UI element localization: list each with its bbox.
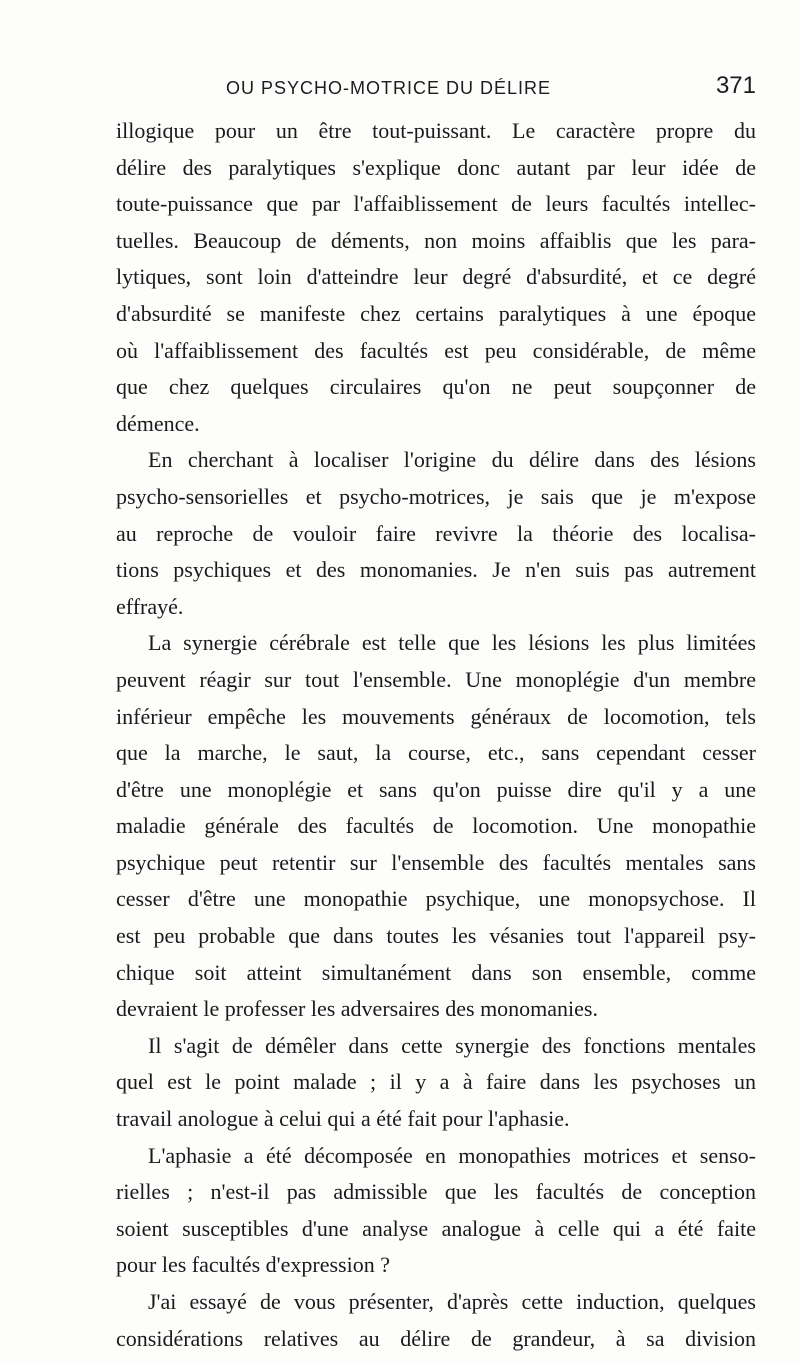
text-line: que chez quelques circulaires qu'on ne peut soupçonner de: [116, 374, 756, 400]
text-line: travail anologue à celui qui a été fait pour l'aphasie.: [116, 1106, 570, 1132]
text-line: cesser d'être une monopathie psychique, une monopsychose. Il: [116, 886, 756, 912]
text-line: devraient le professer les adversaires des monomanies.: [116, 996, 598, 1022]
text-line: psychique peut retentir sur l'ensemble des facultés mentales sans: [116, 849, 756, 875]
text-line: pour les facultés d'expression ?: [116, 1252, 390, 1278]
text-line: au reproche de vouloir faire revivre la théorie des localisa-: [116, 520, 756, 546]
text-line: délire des paralytiques s'explique donc autant par leur idée de: [116, 154, 756, 180]
text-line: considérations relatives au délire de grandeur, à sa division: [116, 1325, 756, 1351]
text-line: tuelles. Beaucoup de déments, non moins affaiblis que les para-: [116, 227, 756, 253]
text-line: où l'affaiblissement des facultés est peu considérable, de même: [116, 337, 756, 363]
text-line: peuvent réagir sur tout l'ensemble. Une monoplégie d'un membre: [116, 666, 756, 692]
running-title: OU PSYCHO-MOTRICE DU DÉLIRE: [226, 78, 552, 98]
running-head: [116, 70, 756, 100]
text-line: Il s'agit de démêler dans cette synergie des fonctions mentales: [148, 1032, 756, 1058]
text-line: démence.: [116, 410, 200, 436]
text-line: J'ai essayé de vous présenter, d'après cette induction, quelques: [148, 1289, 756, 1314]
text-line: lytiques, sont loin d'atteindre leur degré d'absurdité, et ce degré: [116, 264, 756, 290]
text-line: toute-puissance que par l'affaiblissement de leurs facultés intellec-: [116, 191, 756, 217]
page-number: 371: [715, 72, 756, 99]
text-line: rielles ; n'est-il pas admissible que les facultés de conception: [116, 1179, 756, 1205]
text-line: d'absurdité se manifeste chez certains paralytiques à une époque: [116, 300, 756, 326]
text-line: est peu probable que dans toutes les vésanies tout l'appareil psy-: [116, 923, 756, 949]
text-line: tions psychiques et des monomanies. Je n'en suis pas autrement: [116, 557, 756, 583]
text-line: La synergie cérébrale est telle que les lésions les plus limitées: [148, 630, 756, 656]
text-line: que la marche, le saut, la course, etc., sans cependant cesser: [116, 740, 756, 766]
text-line: chique soit atteint simultanément dans son ensemble, comme: [116, 959, 756, 985]
body-text: [116, 113, 756, 1357]
text-line: effrayé.: [116, 593, 184, 619]
text-line: soient susceptibles d'une analyse analogue à celle qui a été faite: [116, 1215, 756, 1241]
text-line: En cherchant à localiser l'origine du délire dans des lésions: [148, 447, 756, 473]
text-line: illogique pour un être tout-puissant. Le caractère propre du: [116, 118, 756, 143]
text-line: maladie générale des facultés de locomotion. Une monopathie: [116, 813, 756, 839]
text-line: psycho-sensorielles et psycho-motrices, je sais que je m'expose: [116, 483, 756, 509]
text-line: inférieur empêche les mouvements généraux de locomotion, tels: [116, 703, 756, 729]
text-line: quel est le point malade ; il y a à faire dans les psychoses un: [116, 1069, 756, 1095]
text-line: d'être une monoplégie et sans qu'on puisse dire qu'il y a une: [116, 776, 756, 802]
text-line: L'aphasie a été décomposée en monopathies motrices et senso-: [148, 1142, 756, 1168]
